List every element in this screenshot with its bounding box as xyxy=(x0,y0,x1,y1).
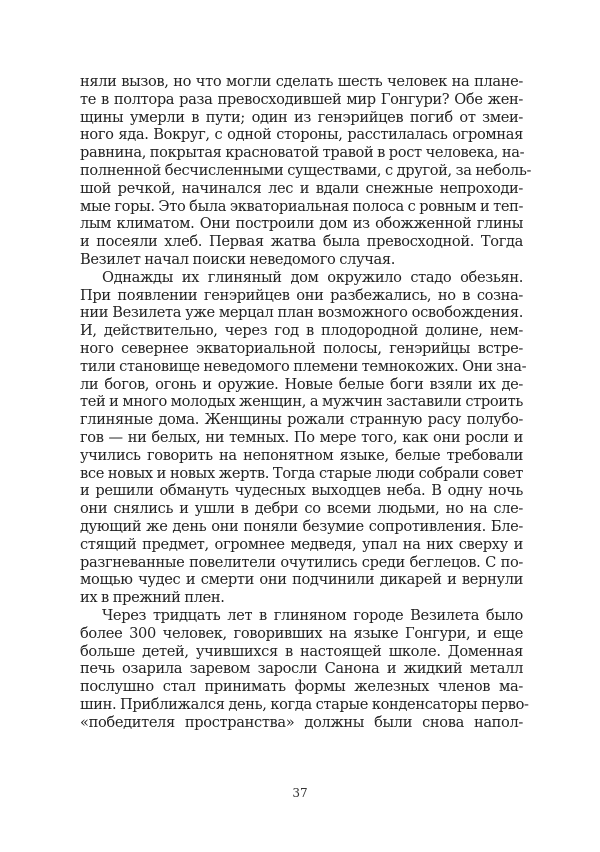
text-line: мые горы. Это была экваториальная полоса с ровным и теп- xyxy=(80,197,524,215)
text-line: дующий же день они поняли безумие сопротивления. Бле- xyxy=(80,517,523,535)
text-line: стящий предмет, огромнее медведя, упал на них сверху и xyxy=(80,535,523,553)
text-line: шой речкой, начинался лес и вдали снежные непроходи- xyxy=(80,179,523,197)
text-line: гов — ни белых, ни темных. По мере того, как они росли и xyxy=(80,428,523,446)
text-line: глиняные дома. Женщины рожали странную расу полубо- xyxy=(80,411,523,429)
text-line: ли богов, огонь и оружие. Новые белые боги взяли их де- xyxy=(80,375,523,393)
text-line: печь озарила заревом заросли Санона и жидкий металл xyxy=(80,660,523,678)
text-line: их в прежний плен. xyxy=(80,589,225,607)
text-line: все новых и новых жертв. Тогда старые люди собрали совет xyxy=(80,464,523,482)
text-line: они снялись и ушли в дебри со всеми людьми, но на сле- xyxy=(80,500,523,518)
text-line: больше детей, учившихся в настоящей школе. Доменная xyxy=(80,642,523,660)
text-line: нии Везилета уже мерцал план возможного освобождения. xyxy=(80,304,523,322)
text-line: более 300 человек, говоривших на языке Гонгури, и еще xyxy=(80,624,523,642)
text-line: мощью чудес и смерти они подчинили дикарей и вернули xyxy=(80,571,523,589)
text-line: «победителя пространства» должны были снова напол- xyxy=(80,713,523,731)
text-line: тей и много молодых женщин, а мужчин заставили строить xyxy=(80,393,523,411)
text-line: полненной бесчисленными существами, с другой, за неболь- xyxy=(80,161,532,179)
paragraph xyxy=(80,268,527,607)
text-line: щины умерли в пути; один из генэрийцев погиб от змеи- xyxy=(80,108,523,126)
text-line: равнина, покрытая красноватой травой в рост человека, на- xyxy=(80,144,525,162)
text-line: шин. Приближался день, когда старые конденсаторы перво- xyxy=(80,695,529,713)
text-line: и решили обмануть чудесных выходцев неба. В одну ночь xyxy=(80,482,523,500)
page-body xyxy=(80,73,532,731)
text-line: няли вызов, но что могли сделать шесть человек на плане- xyxy=(80,73,523,90)
text-line: Однажды их глиняный дом окружило стадо обезьян. xyxy=(102,268,523,286)
paragraph xyxy=(80,606,529,732)
paragraph xyxy=(80,73,532,269)
text-line: послушно стал принимать формы железных членов ма- xyxy=(80,678,523,696)
text-line: лым климатом. Они построили дом из обожженной глины xyxy=(80,215,523,233)
text-line: Через тридцать лет в глиняном городе Везилета было xyxy=(102,606,523,624)
text-line: При появлении генэрийцев они разбежались, но в созна- xyxy=(80,286,523,304)
text-line: разгневанные повелители очутились среди беглецов. С по- xyxy=(80,553,523,571)
text-line: И, действительно, через год в плодородной долине, нем- xyxy=(80,322,523,340)
text-line: ного севернее экваториальной полосы, генэрийцы встре- xyxy=(80,339,523,357)
text-line: те в полтора раза превосходившей мир Гонгури? Обе жен- xyxy=(80,90,523,108)
text-line: Везилет начал поиски неведомого случая. xyxy=(80,250,396,268)
text-line: ного яда. Вокруг, с одной стороны, расстилалась огромная xyxy=(80,126,523,144)
text-line: тили становище неведомого племени темнокожих. Они зна- xyxy=(80,357,527,375)
text-line: и посеяли хлеб. Первая жатва была превосходной. Тогда xyxy=(80,233,523,251)
page-number: 37 xyxy=(292,786,308,800)
text-line: учились говорить на непонятном языке, белые требовали xyxy=(80,446,523,464)
